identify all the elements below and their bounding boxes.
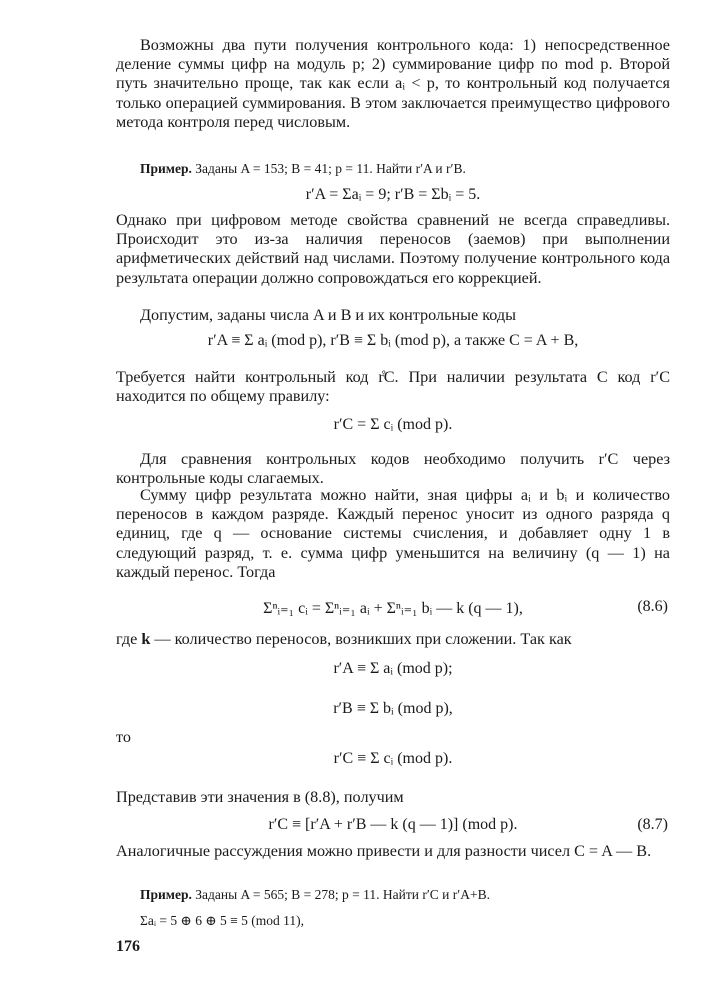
variable-k: k: [141, 630, 151, 648]
example-2-text: Заданы A = 565; B = 278; p = 11. Найти r′C и r′A+B.: [195, 887, 490, 902]
paragraph-9: Аналогичные рассуждения можно привести и для разности чисел C = A — B.: [116, 842, 652, 860]
paragraph-3: Допустим, заданы числа A и B и их контрольные коды: [140, 306, 517, 324]
example-2: [116, 886, 670, 903]
example-1-text: Заданы A = 153; B = 41; p = 11. Найти r′A и r′B.: [195, 161, 466, 176]
paragraph-7-end: — количество переносов, возникших при сложении. Так как: [154, 630, 572, 648]
equation-example-1: r′A = Σaᵢ = 9; r′B = Σbᵢ = 5.: [305, 186, 481, 203]
example-2-label: Пример.: [140, 887, 192, 902]
example-1-label: Пример.: [140, 161, 192, 176]
word-to: то: [116, 728, 131, 746]
equation-control-codes: r′A ≡ Σ aᵢ (mod p), r′B ≡ Σ bᵢ (mod p), а также C = A + B,: [207, 332, 579, 349]
equation-rc: r′C ≡ Σ cᵢ (mod p).: [333, 750, 453, 767]
equation-8-6: Σⁿᵢ₌₁ cᵢ = Σⁿᵢ₌₁ aᵢ + Σⁿᵢ₌₁ bᵢ — k (q — 1),: [263, 600, 523, 617]
paragraph-1: Возможны два пути получения контрольного кода: 1) непосредственное деление суммы цифр на модуль p; 2) суммирование цифр по mod p. Второй путь значительно проще, так как если aᵢ < p, то контрольный код получается только операцией суммирования. В этом заключается преимущество цифрового метода контроля перед числовым.: [116, 36, 670, 131]
page-number: 176: [116, 938, 140, 955]
equation-example-2: Σaᵢ = 5 ⊕ 6 ⊕ 5 ≡ 5 (mod 11),: [140, 913, 305, 928]
paragraph-7: [116, 630, 670, 649]
paragraph-4: Требуется найти контрольный код r̊C. При наличии результата C код r′C находится по общему правилу:: [116, 368, 670, 406]
equation-8-7-number: (8.7): [637, 816, 668, 833]
equation-rule: r′C = Σ cᵢ (mod p).: [333, 416, 453, 433]
paragraph-7-start: где: [116, 630, 138, 648]
equation-8-7: r′C ≡ [r′A + r′B — k (q — 1)] (mod p).: [268, 816, 518, 833]
equation-8-6-number: (8.6): [637, 598, 668, 615]
equation-ra: r′A ≡ Σ aᵢ (mod p);: [333, 660, 453, 677]
example-1: [116, 160, 670, 177]
paragraph-6: Сумму цифр результата можно найти, зная цифры aᵢ и bᵢ и количество переносов в каждом разряде. Каждый перенос уносит из одного разряда q единиц, где q — основание системы счисления, и добавляет одну 1 в следующий разряд, т. е. сумма цифр уменьшится на величину (q — 1) на каждый перенос. Тогда: [116, 486, 670, 581]
paragraph-2: Однако при цифровом методе свойства сравнений не всегда справедливы. Происходит это из-за наличия переносов (заемов) при выполнении арифметических действий над числами. Поэтому получение контрольного кода результата операции должно сопровождаться его коррекцией.: [116, 211, 670, 287]
paragraph-5: Для сравнения контрольных кодов необходимо получить r′C через контрольные коды слагаемых.: [116, 450, 670, 488]
paragraph-8: Представив эти значения в (8.8), получим: [116, 788, 404, 806]
equation-rb: r′B ≡ Σ bᵢ (mod p),: [333, 700, 453, 717]
